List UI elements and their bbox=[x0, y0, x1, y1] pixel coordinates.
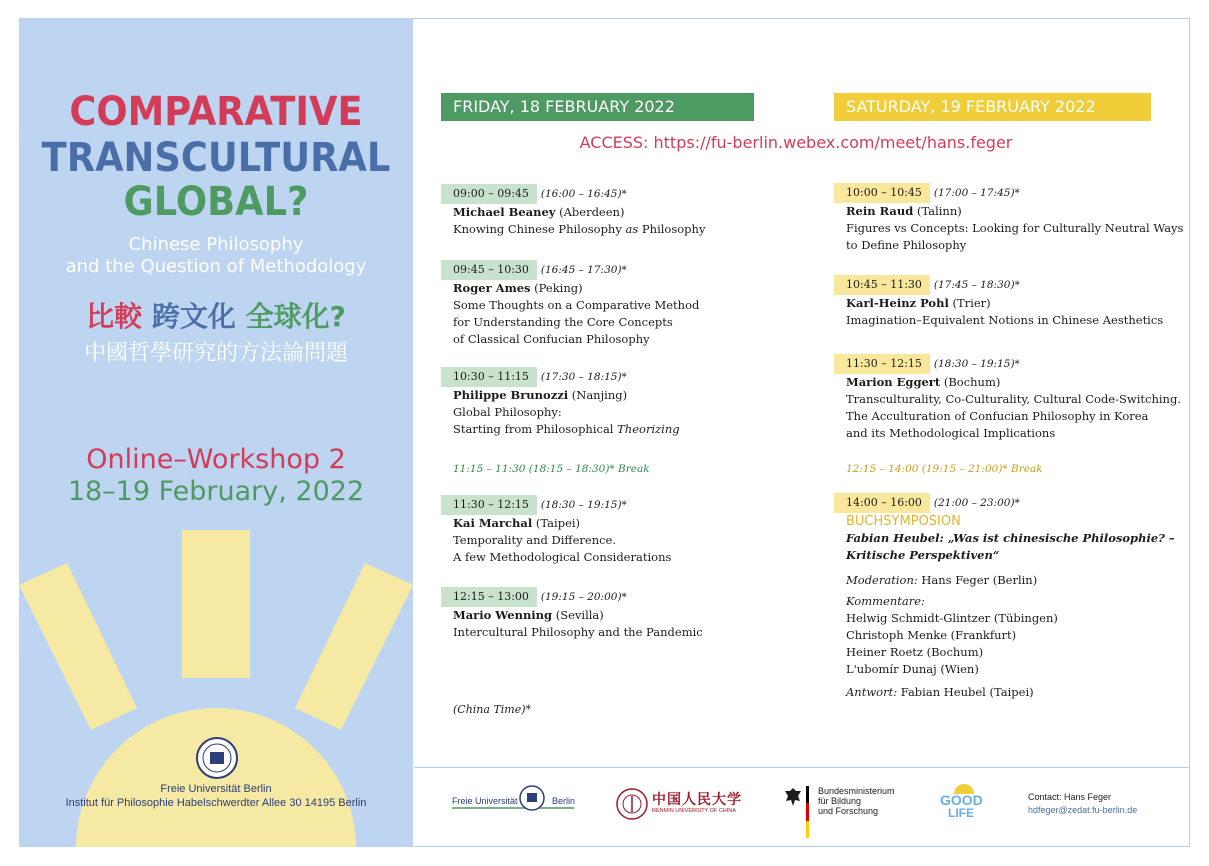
german-flag-bar bbox=[806, 786, 809, 838]
subtitle-line1: Chinese Philosophy bbox=[128, 234, 304, 255]
kommentare-label: Kommentare: bbox=[846, 594, 925, 608]
goodlife-text-top: GOOD bbox=[940, 792, 983, 808]
talk-title-line: Global Philosophy: bbox=[453, 405, 562, 419]
speaker-name: Rein Raud bbox=[846, 204, 914, 218]
renmin-name-en: RENMIN UNIVERSITY OF CHINA bbox=[652, 808, 736, 814]
friday-slot-5 bbox=[453, 587, 703, 641]
federal-eagle-icon bbox=[784, 787, 802, 807]
title-transcultural: TRANSCULTURAL bbox=[41, 135, 391, 181]
footer-divider bbox=[414, 767, 1190, 768]
talk-title-line: to Define Philosophy bbox=[846, 238, 967, 252]
speaker-name: Mario Wenning bbox=[453, 608, 553, 622]
speaker-affiliation: (Peking) bbox=[530, 281, 583, 295]
talk-title-line: Intercultural Philosophy and the Pandemic bbox=[453, 625, 703, 639]
talk-title-line: Imagination–Equivalent Notions in Chinese Aesthetics bbox=[846, 313, 1164, 327]
commentator: Heiner Roetz (Bochum) bbox=[846, 645, 984, 659]
talk-title-line: A few Methodological Considerations bbox=[453, 550, 672, 564]
book-title-line: Fabian Heubel: „Was ist chinesische Philosophie? – bbox=[846, 531, 1175, 545]
title-comparative: COMPARATIVE bbox=[69, 89, 363, 135]
chinese-title-part3: 全球化? bbox=[245, 300, 346, 333]
slot-local-time: (16:00 – 16:45)* bbox=[540, 188, 627, 200]
talk-title-line: Transculturality, Co-Culturality, Cultural Code-Switching. bbox=[846, 392, 1181, 406]
friday-slot-1 bbox=[453, 184, 705, 238]
sun-ray-left bbox=[19, 563, 137, 730]
slot-local-time: (18:30 – 19:15)* bbox=[540, 499, 627, 511]
fu-logo-text-left: Freie Universität bbox=[452, 796, 518, 806]
speaker-name: Kai Marchal bbox=[453, 516, 533, 530]
speaker-name: Marion Eggert bbox=[846, 375, 941, 389]
fu-seal-icon bbox=[195, 736, 239, 780]
slot-time: 10:45 – 11:30 bbox=[834, 275, 930, 295]
slot-local-time: (16:45 – 17:30)* bbox=[540, 264, 627, 276]
buchsymposion-label: BUCHSYMPOSION bbox=[846, 514, 961, 529]
slot-local-time: (17:00 – 17:45)* bbox=[933, 187, 1020, 199]
slot-time: 09:45 – 10:30 bbox=[441, 260, 537, 280]
fu-logo-text-right: Berlin bbox=[552, 796, 576, 806]
institution-name: Freie Universität Berlin bbox=[160, 783, 272, 795]
commentator: Christoph Menke (Frankfurt) bbox=[846, 628, 1017, 642]
speaker-affiliation: (Talinn) bbox=[913, 204, 962, 218]
friday-slot-4 bbox=[453, 495, 671, 566]
talk-title-line: for Understanding the Core Concepts bbox=[453, 315, 673, 329]
subtitle-line2: and the Question of Methodology bbox=[65, 256, 367, 277]
contact-email-link[interactable]: hdfeger@zedat.fu-berlin.de bbox=[1028, 805, 1138, 815]
sun-ray-center bbox=[182, 530, 250, 678]
talk-title-line: and its Methodological Implications bbox=[846, 426, 1056, 440]
title-global: GLOBAL? bbox=[123, 179, 309, 225]
china-time-note: (China Time)* bbox=[453, 703, 532, 716]
speaker-name: Philippe Brunozzi bbox=[453, 388, 569, 402]
slot-time: 10:00 – 10:45 bbox=[834, 183, 930, 203]
talk-title-line: Some Thoughts on a Comparative Method bbox=[453, 298, 700, 312]
antwort-label: Antwort: bbox=[846, 685, 898, 699]
bmbf-line: für Bildung bbox=[818, 796, 862, 806]
slot-time: 11:30 – 12:15 bbox=[834, 354, 930, 374]
saturday-slot-3 bbox=[846, 354, 1181, 442]
chinese-title-part2: 跨文化 bbox=[151, 300, 236, 333]
chinese-title bbox=[19, 300, 413, 334]
commentator: Helwig Schmidt-Glintzer (Tübingen) bbox=[846, 611, 1058, 625]
slot-time: 10:30 – 11:15 bbox=[441, 367, 537, 387]
chinese-subtitle: 中國哲學研究的方法論問題 bbox=[83, 341, 348, 366]
institution-address: Institut für Philosophie Habelschwerdter Allee 30 14195 Berlin bbox=[65, 797, 367, 809]
respondent: Fabian Heubel (Taipei) bbox=[897, 685, 1034, 699]
saturday-break: 12:15 – 14:00 (19:15 – 21:00)* Break bbox=[846, 463, 1043, 475]
chinese-title-part1: 比較 bbox=[86, 300, 143, 333]
friday-slot-2 bbox=[453, 260, 699, 348]
slot-time: 09:00 – 09:45 bbox=[441, 184, 537, 204]
goodlife-text-bottom: LIFE bbox=[948, 806, 974, 820]
slot-time: 14:00 – 16:00 bbox=[834, 493, 930, 513]
talk-title-line: The Acculturation of Confucian Philosophy in Korea bbox=[846, 409, 1149, 423]
speaker-name: Michael Beaney bbox=[453, 205, 556, 219]
slot-local-time: (21:00 – 23:00)* bbox=[933, 497, 1020, 509]
friday-break: 11:15 – 11:30 (18:15 – 18:30)* Break bbox=[453, 463, 650, 475]
speaker-name: Karl-Heinz Pohl bbox=[846, 296, 949, 310]
speaker-affiliation: (Taipei) bbox=[532, 516, 581, 530]
friday-header: FRIDAY, 18 FEBRUARY 2022 bbox=[441, 93, 754, 121]
saturday-slot-2 bbox=[846, 275, 1163, 329]
saturday-header: SATURDAY, 19 FEBRUARY 2022 bbox=[834, 93, 1151, 121]
talk-title-line: Temporality and Difference. bbox=[453, 533, 617, 547]
speaker-affiliation: (Trier) bbox=[948, 296, 991, 310]
workshop-dates: 18–19 February, 2022 bbox=[67, 476, 365, 507]
slot-time: 12:15 – 13:00 bbox=[441, 587, 537, 607]
bmbf-line: und Forschung bbox=[818, 806, 879, 816]
slot-local-time: (17:45 – 18:30)* bbox=[933, 279, 1020, 291]
renmin-name-cn: 中国人民大学 bbox=[652, 792, 742, 808]
speaker-affiliation: (Sevilla) bbox=[552, 608, 604, 622]
slot-local-time: (18:30 – 19:15)* bbox=[933, 358, 1020, 370]
slot-time: 11:30 – 12:15 bbox=[441, 495, 537, 515]
speaker-affiliation: (Nanjing) bbox=[568, 388, 628, 402]
bmbf-line: Bundesministerium bbox=[818, 786, 895, 796]
contact-label: Contact: Hans Feger bbox=[1028, 792, 1112, 802]
saturday-slot-4 bbox=[846, 493, 1175, 701]
friday-slot-3 bbox=[453, 367, 680, 438]
speaker-name: Roger Ames bbox=[453, 281, 531, 295]
book-title-line: Kritische Perspektiven“ bbox=[846, 548, 1000, 562]
speaker-affiliation: (Bochum) bbox=[940, 375, 1001, 389]
access-link[interactable]: ACCESS: https://fu-berlin.webex.com/meet/hans.feger bbox=[579, 133, 1013, 152]
title-panel bbox=[19, 18, 413, 847]
talk-title-line: of Classical Confucian Philosophy bbox=[453, 332, 650, 346]
sun-ray-right bbox=[295, 563, 413, 730]
bmbf-text bbox=[818, 786, 895, 816]
slot-local-time: (17:30 – 18:15)* bbox=[540, 371, 627, 383]
commentator: L'ubomír Dunaj (Wien) bbox=[846, 662, 979, 676]
moderator: Hans Feger (Berlin) bbox=[917, 573, 1038, 587]
saturday-slot-1 bbox=[846, 183, 1183, 254]
talk-title: Knowing Chinese Philosophy as Philosophy bbox=[453, 222, 706, 236]
slot-local-time: (19:15 – 20:00)* bbox=[540, 591, 627, 603]
speaker-affiliation: (Aberdeen) bbox=[555, 205, 625, 219]
talk-title-line: Starting from Philosophical Theorizing bbox=[453, 422, 680, 436]
talk-title-line: Figures vs Concepts: Looking for Culturally Neutral Ways bbox=[846, 221, 1184, 235]
moderation-label: Moderation: bbox=[846, 573, 918, 587]
workshop-title: Online–Workshop 2 bbox=[86, 444, 346, 475]
